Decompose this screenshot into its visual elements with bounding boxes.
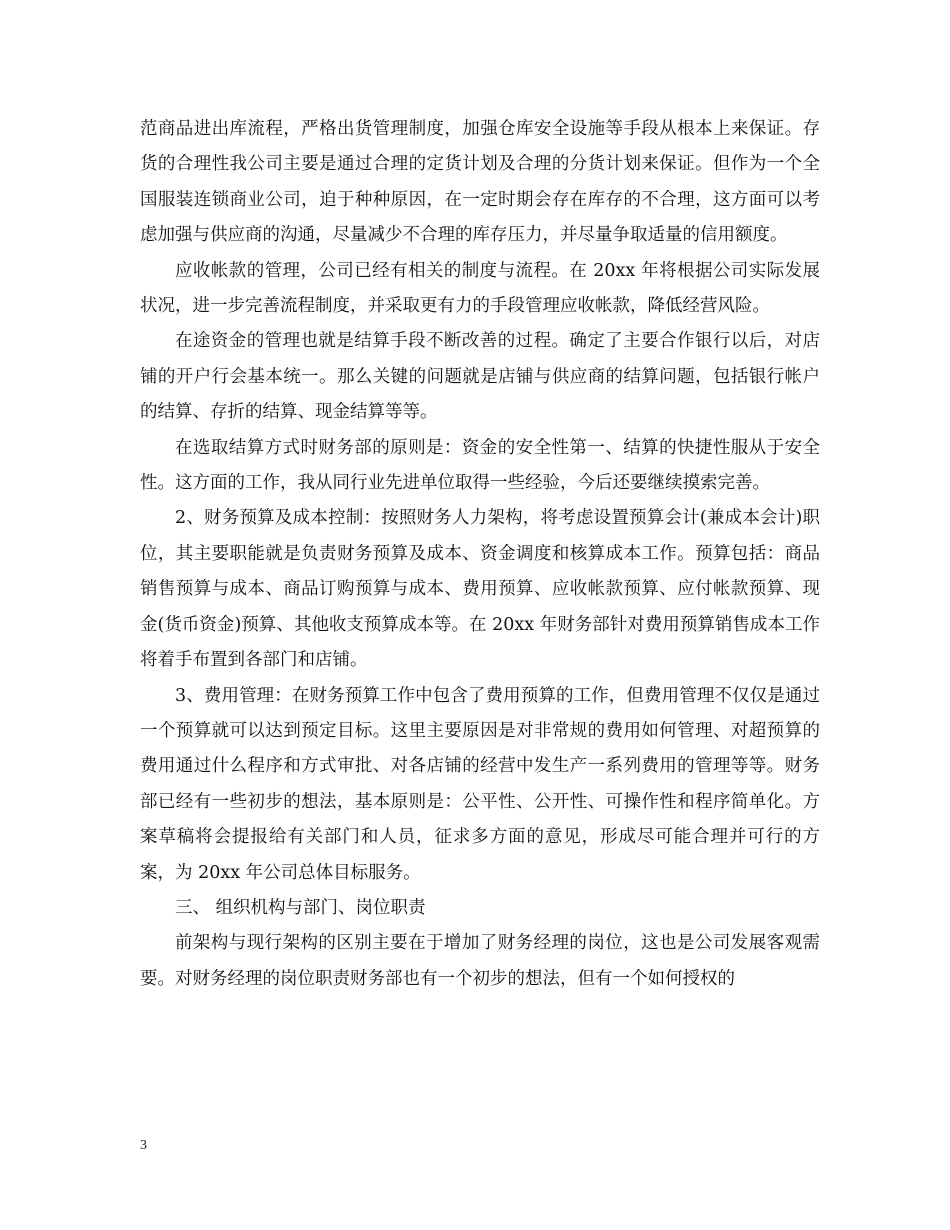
- paragraph-expense-management: 3、费用管理：在财务预算工作中包含了费用预算的工作，但费用管理不仅仅是通过一个预算就可以达到预定目标。这里主要原因是对非常规的费用如何管理、对超预算的费用通过什么程序和方式审批、对各店铺的经营中发生产一系列费用的管理等等。财务部已经有一些初步的想法，基本原则是：公平性、公开性、可操作性和程序简单化。方案草稿将会提报给有关部门和人员，征求多方面的意见，形成尽可能合理并可行的方案，为 20xx 年公司总体目标服务。: [140, 685, 820, 883]
- paragraph-funds-in-transit: 在途资金的管理也就是结算手段不断改善的过程。确定了主要合作银行以后，对店铺的开户行会基本统一。那么关键的问题就是店铺与供应商的结算问题，包括银行帐户的结算、存折的结算、现金结算等等。: [140, 331, 820, 423]
- paragraph-budget-cost-control: 2、财务预算及成本控制：按照财务人力架构，将考虑设置预算会计(兼成本会计)职位，其主要职能就是负责财务预算及成本、资金调度和核算成本工作。预算包括：商品销售预算与成本、商品订购预算与成本、费用预算、应收帐款预算、应付帐款预算、现金(货币资金)预算、其他收支预算成本等。在 20xx 年财务部针对费用预算销售成本工作将着手布置到各部门和店铺。: [140, 508, 820, 671]
- paragraph-inventory: 范商品进出库流程，严格出货管理制度，加强仓库安全设施等手段从根本上来保证。存货的合理性我公司主要是通过合理的定货计划及合理的分货计划来保证。但作为一个全国服装连锁商业公司，迫于种种原因，在一定时期会存在库存的不合理，这方面可以考虑加强与供应商的沟通，尽量减少不合理的库存压力，并尽量争取适量的信用额度。: [140, 119, 820, 246]
- paragraph-organization-structure: 前架构与现行架构的区别主要在于增加了财务经理的岗位，这也是公司发展客观需要。对财务经理的岗位职责财务部也有一个初步的想法，但有一个如何授权的: [140, 933, 820, 989]
- page-number: 3: [140, 1138, 147, 1153]
- paragraph-receivables: 应收帐款的管理，公司已经有相关的制度与流程。在 20xx 年将根据公司实际发展状况，进一步完善流程制度，并采取更有力的手段管理应收帐款，降低经营风险。: [140, 260, 820, 317]
- document-body: [140, 112, 820, 997]
- section-heading-organization: 三、 组织机构与部门、岗位职责: [175, 897, 426, 918]
- paragraph-settlement-principle: 在选取结算方式时财务部的原则是：资金的安全性第一、结算的快捷性服从于安全性。这方面的工作，我从同行业先进单位取得一些经验，今后还要继续摸索完善。: [140, 437, 820, 494]
